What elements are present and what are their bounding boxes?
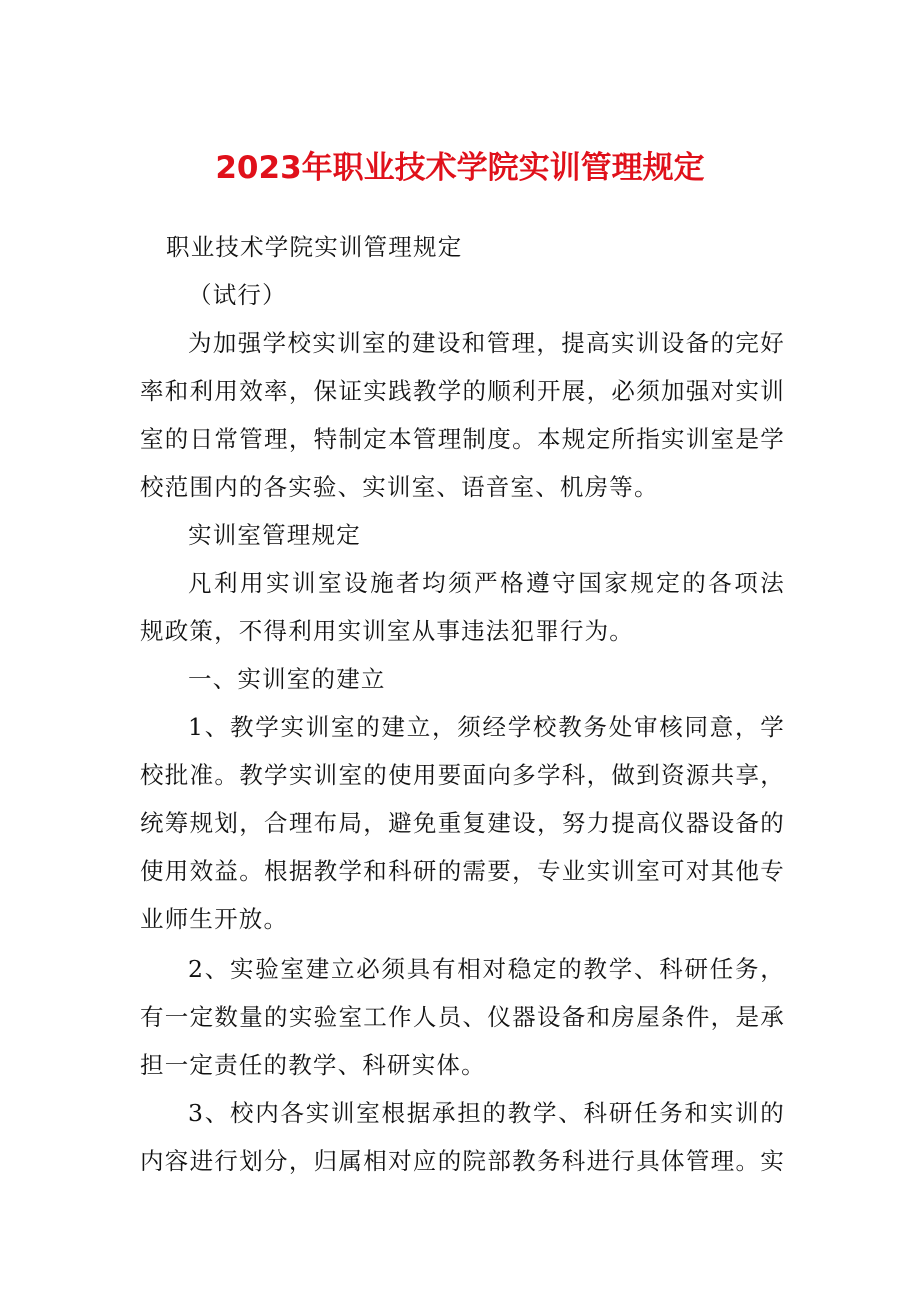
paragraph-line: 业师生开放。 — [140, 905, 289, 933]
paragraph-line: 内容进行划分，归属相对应的院部教务科进行具体管理。实 — [140, 1147, 785, 1175]
paragraph-line: 室的日常管理，特制定本管理制度。本规定所指实训室是学 — [140, 425, 785, 453]
paragraph-line: 使用效益。根据教学和科研的需要，专业实训室可对其他专 — [140, 857, 785, 885]
paragraph-line: 1、教学实训室的建立，须经学校教务处审核同意，学 — [188, 713, 785, 741]
paragraph-line: 规政策，不得利用实训室从事违法犯罪行为。 — [140, 617, 634, 645]
paragraph-line: 3、校内各实训室根据承担的教学、科研任务和实训的 — [188, 1099, 785, 1127]
paragraph-line: 校批准。教学实训室的使用要面向多学科，做到资源共享， — [140, 761, 785, 789]
trial-note: （试行） — [188, 281, 287, 309]
section-heading: 实训室管理规定 — [188, 521, 361, 549]
paragraph-line: 为加强学校实训室的建设和管理，提高实训设备的完好 — [188, 329, 785, 357]
document-title: 2023年职业技术学院实训管理规定 — [215, 150, 705, 186]
paragraph-line: 有一定数量的实验室工作人员、仪器设备和房屋条件，是承 — [140, 1003, 785, 1031]
paragraph-line: 凡利用实训室设施者均须严格遵守国家规定的各项法 — [188, 569, 785, 597]
document-subtitle: 职业技术学院实训管理规定 — [166, 233, 463, 261]
paragraph-line: 校范围内的各实验、实训室、语音室、机房等。 — [140, 473, 659, 501]
paragraph-line: 率和利用效率，保证实践教学的顺利开展，必须加强对实训 — [140, 377, 785, 405]
paragraph-line: 2、实验室建立必须具有相对稳定的教学、科研任务， — [188, 955, 785, 983]
paragraph-line: 担一定责任的教学、科研实体。 — [140, 1051, 486, 1079]
section-heading: 一、实训室的建立 — [188, 665, 386, 693]
paragraph-line: 统筹规划，合理布局，避免重复建设，努力提高仪器设备的 — [140, 809, 785, 837]
